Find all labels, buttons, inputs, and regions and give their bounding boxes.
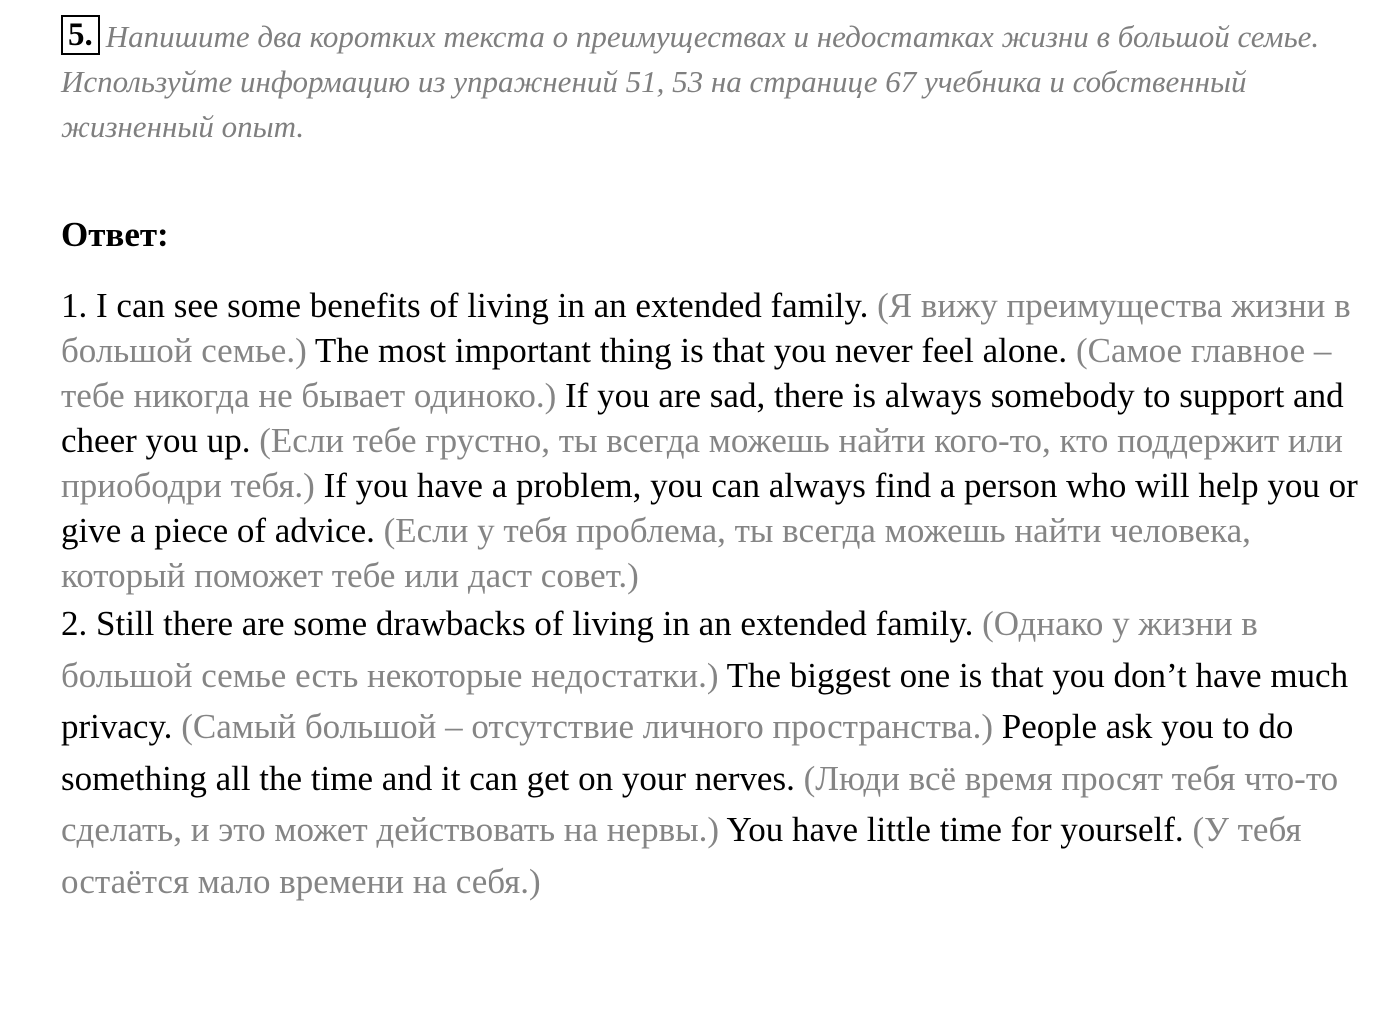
drawbacks-translation-3: (Люди всё время просят тебя что-то сделать, и это может действовать на нервы.) xyxy=(61,758,1339,850)
advantages-sentence-3: If you are sad, there is always somebody to support and cheer you up. xyxy=(61,376,1344,460)
answer-paragraph-drawbacks xyxy=(61,598,1381,908)
advantages-sentence-2: The most important thing is that you never feel alone. xyxy=(314,331,1068,370)
drawbacks-lead-sentence: 2. Still there are some drawbacks of living in an extended family. xyxy=(61,604,974,643)
drawbacks-sentence-2: The biggest one is that you don’t have much privacy. xyxy=(61,655,1349,747)
drawbacks-sentence-3: People ask you to do something all the time and it can get on your nerves. xyxy=(61,707,1294,798)
task-number-box: 5. xyxy=(61,15,100,55)
advantages-lead-sentence: 1. I can see some benefits of living in an extended family. xyxy=(61,286,869,325)
task-text: Напишите два коротких текста о преимуществах и недостатках жизни в большой семье. Используйте информацию из упражнений 51, 53 на странице 67 учебника и собственный жизненный опыт. xyxy=(61,19,1320,144)
advantages-translation-4: (Если у тебя проблема, ты всегда можешь найти человека, который поможет тебе или даст совет.) xyxy=(61,511,1251,595)
advantages-sentence-4: If you have a problem, you can always find a person who will help you or give a piece of advice. xyxy=(61,466,1358,550)
drawbacks-lead-translation: (Однако у жизни в большой семье есть некоторые недостатки.) xyxy=(61,604,1258,695)
drawbacks-translation-4: (У тебя остаётся мало времени на себя.) xyxy=(61,810,1302,901)
exercise-page xyxy=(61,14,1381,908)
advantages-lead-translation: (Я вижу преимущества жизни в большой семье.) xyxy=(61,286,1351,370)
drawbacks-translation-2: (Самый большой – отсутствие личного пространства.) xyxy=(172,707,1002,747)
answer-heading: Ответ: xyxy=(61,215,169,254)
drawbacks-sentence-4: You have little time for yourself. xyxy=(726,810,1184,850)
advantages-translation-3: (Если тебе грустно, ты всегда можешь найти кого-то, кто поддержит или приободри тебя.) xyxy=(61,421,1343,505)
answer-paragraph-advantages xyxy=(61,283,1381,598)
task-instruction xyxy=(61,14,1381,149)
advantages-translation-2: (Самое главное – тебе никогда не бывает одиноко.) xyxy=(61,331,1332,415)
